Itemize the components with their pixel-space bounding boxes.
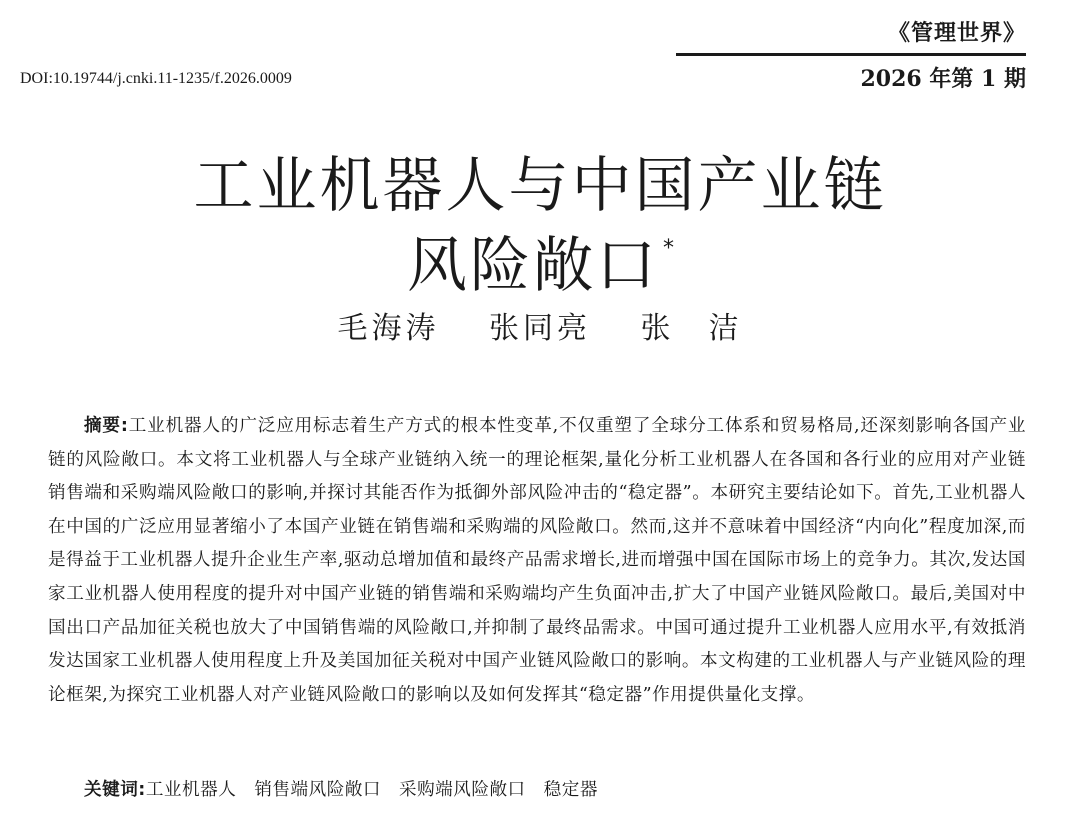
title-footnote-mark: * bbox=[663, 236, 677, 262]
keyword-3: 采购端风险敞口 bbox=[398, 780, 526, 800]
header-rule bbox=[676, 53, 1026, 56]
author-3: 张 洁 bbox=[640, 311, 743, 346]
abstract-text: 工业机器人的广泛应用标志着生产方式的根本性变革,不仅重塑了全球分工体系和贸易格局,还深刻影响各国产业链的风险敞口。本文将工业机器人与全球产业链纳入统一的理论框架,量化分析工业机器人在各国和各行业的应用对产业链销售端和采购端风险敞口的影响,并探讨其能否作为抵御外部风险冲击的“稳定器”。本研究主要结论如下。首先,工业机器人在中国的广泛应用显著缩小了本国产业链在销售端和采购端的风险敞口。然而,这并不意味着中国经济“内向化”程度加深,而是得益于工业机器人提升企业生产率,驱动总增加值和最终产品需求增长,进而增强中国在国际市场上的竞争力。其次,发达国家工业机器人使用程度的提升对中国产业链的销售端和采购端均产生负面冲击,扩大了中国产业链风险敞口。最后,美国对中国出口产品加征关税也放大了中国销售端的风险敞口,并抑制了最终品需求。中国可通过提升工业机器人应用水平,有效抵消发达国家工业机器人使用程度上升及美国加征关税对中国产业链风险敞口的影响。本文构建的工业机器人与产业链风险的理论框架,为探究工业机器人对产业链风险敞口的影响以及如何发挥其“稳定器”作用提供量化支撑。 bbox=[48, 416, 1026, 705]
keyword-4: 稳定器 bbox=[543, 780, 598, 800]
title-line-2-text: 风险敞口 bbox=[407, 231, 659, 302]
title-line-2 bbox=[0, 231, 1080, 302]
author-1: 毛海涛 bbox=[337, 311, 440, 346]
keyword-2: 销售端风险敞口 bbox=[254, 780, 381, 800]
abstract-label: 摘要: bbox=[84, 416, 129, 436]
author-2: 张同亮 bbox=[489, 311, 591, 346]
keywords bbox=[84, 778, 616, 802]
issue-number: 2026 年第 1 期 bbox=[860, 66, 1026, 92]
keyword-1: 工业机器人 bbox=[145, 780, 237, 800]
abstract bbox=[48, 410, 1026, 712]
author-list bbox=[0, 303, 1080, 347]
keywords-label: 关键词: bbox=[84, 780, 146, 800]
doi: DOI:10.19744/j.cnki.11-1235/f.2026.0009 bbox=[20, 70, 292, 87]
title-line-1: 工业机器人与中国产业链 bbox=[193, 151, 887, 222]
journal-name: 《管理世界》 bbox=[887, 20, 1026, 46]
